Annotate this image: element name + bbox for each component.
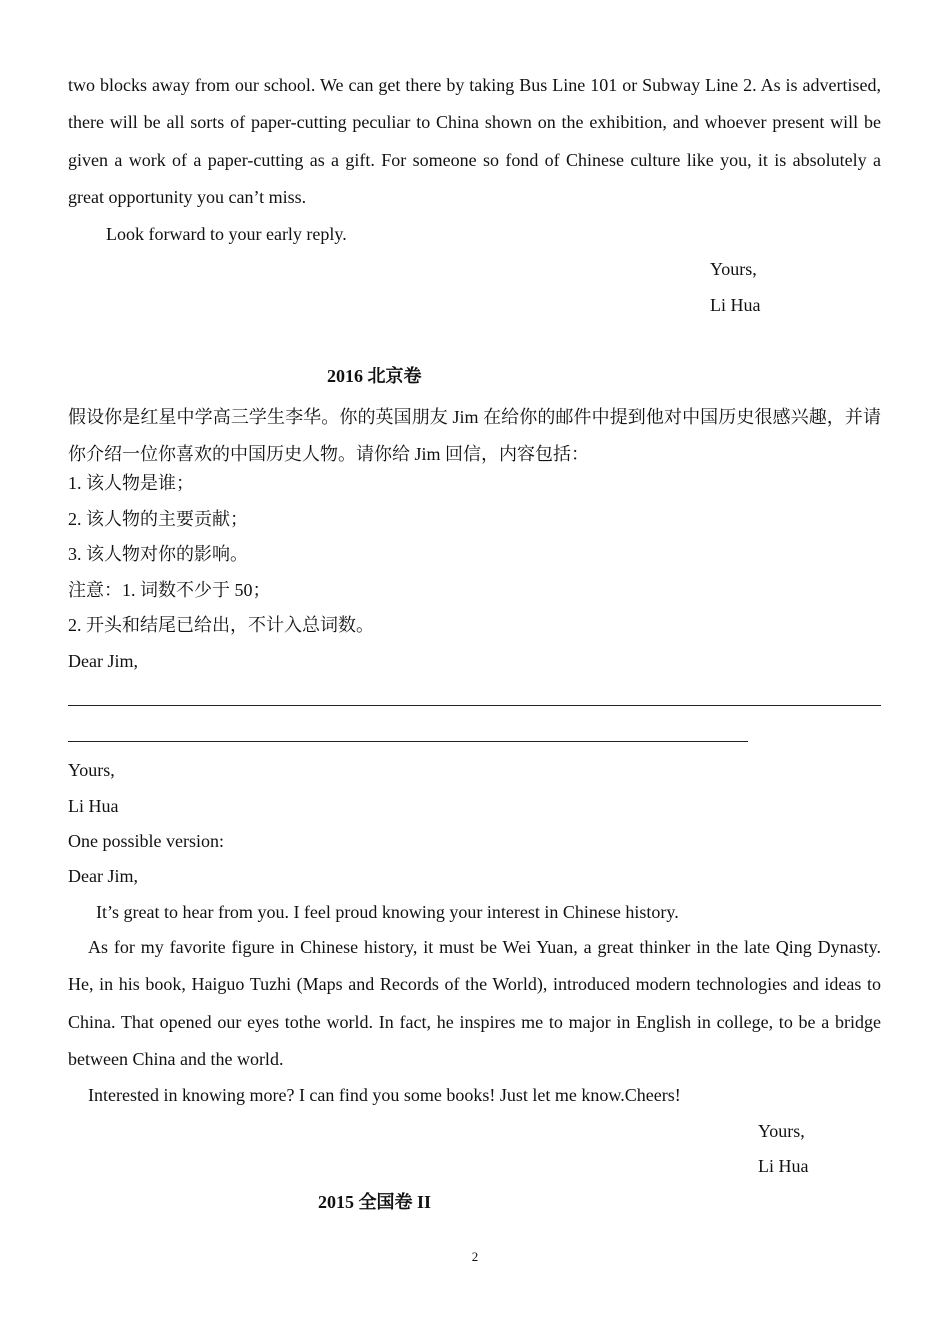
- sample-paragraph-1: It’s great to hear from you. I feel proud knowing your interest in Chinese history.: [96, 902, 679, 922]
- task-item-1: 1. 该人物是谁；: [68, 473, 194, 493]
- sample-paragraph-3: Interested in knowing more? I can find you some books! Just let me know.Cheers!: [88, 1085, 681, 1105]
- letter-body-paragraph: two blocks away from our school. We can get there by taking Bus Line 101 or Subway Line 2. As is advertised, there will be all sorts of paper-cutting peculiar to China shown on the exhibition, and whoever present will be given a work of a paper-cutting as a gift. For someone so fond of Chinese culture like you, it is absolutely a great opportunity you can’t miss.: [68, 75, 881, 207]
- task-prompt: 假设你是红星中学高三学生李华。你的英国朋友 Jim 在给你的邮件中提到他对中国历史很感兴趣，并请你介绍一位你喜欢的中国历史人物。请你给 Jim 回信，内容包括：: [68, 407, 881, 464]
- task-item-2: 2. 该人物的主要贡献；: [68, 509, 248, 529]
- answer-line-1: [68, 705, 881, 706]
- sample-signature: Li Hua: [758, 1156, 809, 1176]
- blank-salutation: Dear Jim,: [68, 651, 138, 671]
- page-number: 2: [471, 1249, 479, 1264]
- section-heading-2015: 2015 全国卷 II: [318, 1192, 432, 1212]
- task-note-2: 2. 开头和结尾已给出，不计入总词数。: [68, 615, 374, 635]
- sample-signoff: Yours,: [758, 1121, 805, 1141]
- version-label: One possible version:: [68, 831, 224, 851]
- signature: Li Hua: [710, 295, 761, 315]
- blank-signature: Li Hua: [68, 796, 119, 816]
- task-item-3: 3. 该人物对你的影响。: [68, 544, 248, 564]
- task-note: 注意：1. 词数不少于 50；: [68, 580, 271, 600]
- section-heading-2016: 2016 北京卷: [327, 366, 422, 386]
- closing-line: Look forward to your early reply.: [106, 224, 347, 244]
- sample-paragraph-2: As for my favorite figure in Chinese history, it must be Wei Yuan, a great thinker in the late Qing Dynasty. He, in his book, Haiguo Tuzhi (Maps and Records of the World), introduced modern technologies and ideas to China. That opened our eyes tothe world. In fact, he inspires me to major in English in college, to be a bridge between China and the world.: [68, 937, 881, 1069]
- sample-salutation: Dear Jim,: [68, 866, 138, 886]
- blank-signoff: Yours,: [68, 760, 115, 780]
- answer-line-2: [68, 741, 748, 742]
- signoff: Yours,: [710, 259, 757, 279]
